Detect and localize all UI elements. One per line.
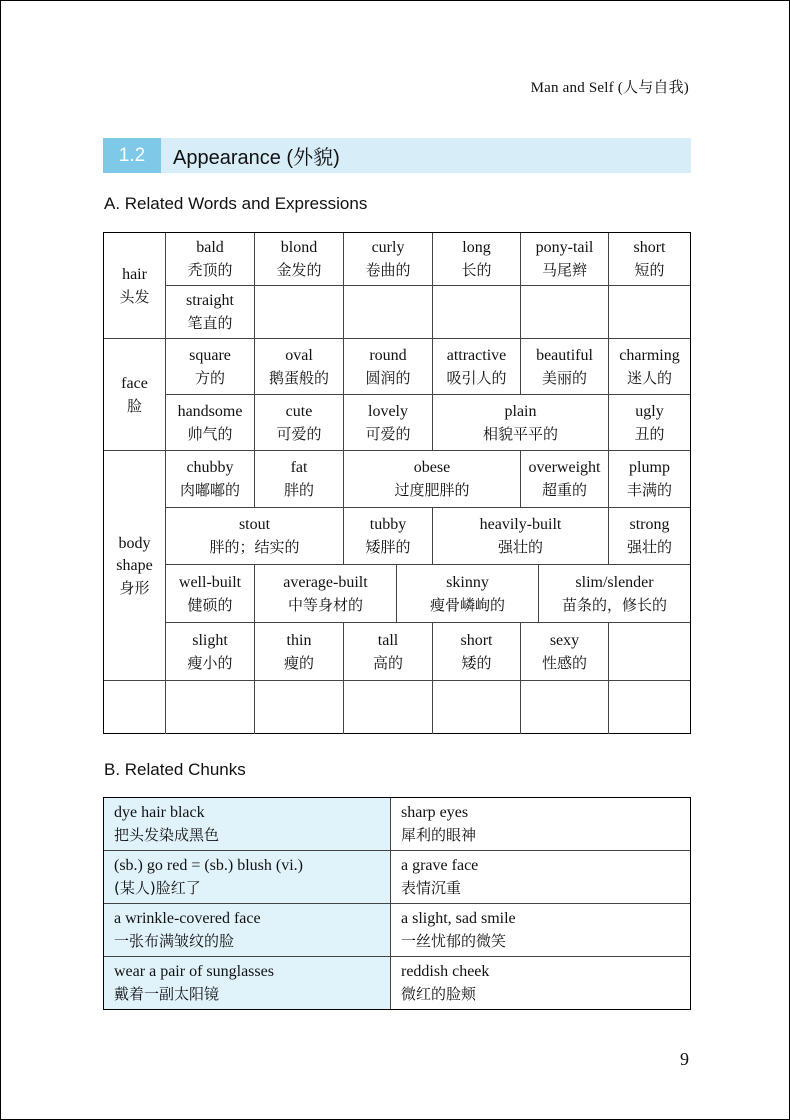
empty-cell — [344, 286, 433, 339]
chunk-cell — [104, 798, 391, 851]
section-number: 1.2 — [103, 138, 161, 173]
word-cell — [166, 286, 255, 339]
word-zh: 马尾辫 — [541, 261, 587, 279]
word-cell — [521, 339, 609, 395]
word-zh: 丑的 — [634, 424, 665, 443]
word-cell — [433, 339, 521, 395]
word-cell — [255, 395, 344, 451]
word-cell — [344, 508, 433, 565]
word-zh: 超重的 — [541, 481, 587, 499]
word-en: chubby — [186, 459, 234, 476]
word-cell — [521, 623, 609, 681]
word-zh: 长的 — [461, 261, 492, 279]
word-cell — [166, 395, 255, 451]
word-zh: 相貌平平的 — [482, 424, 558, 443]
word-en: round — [369, 346, 407, 364]
chunks-table — [103, 797, 691, 1010]
chunk-cell — [391, 851, 690, 904]
word-en: bald — [196, 239, 224, 256]
word-zh: 瘦小的 — [187, 653, 233, 672]
word-cell — [166, 339, 255, 395]
empty-cell — [521, 681, 609, 734]
empty-cell — [433, 681, 521, 734]
word-en: curly — [371, 239, 405, 256]
word-en: straight — [186, 292, 234, 309]
word-en: long — [462, 239, 491, 256]
chunk-zh: (某人)脸红了 — [114, 879, 201, 897]
word-zh: 吸引人的 — [446, 368, 507, 387]
word-en: short — [460, 631, 493, 649]
word-cell — [344, 233, 433, 286]
word-cell — [433, 508, 609, 565]
word-cell — [609, 233, 690, 286]
word-en: slight — [192, 631, 228, 649]
word-en: handsome — [177, 402, 243, 420]
word-cell — [521, 233, 609, 286]
word-en: square — [189, 346, 231, 364]
word-cell — [433, 623, 521, 681]
word-cell — [255, 451, 344, 508]
word-en: sexy — [549, 631, 580, 649]
word-en: beautiful — [536, 346, 593, 364]
word-en: heavily-built — [479, 516, 562, 533]
chunk-zh: 表情沉重 — [401, 879, 462, 897]
word-zh: 丰满的 — [626, 481, 672, 499]
word-zh: 金发的 — [276, 261, 322, 279]
chunk-cell — [391, 957, 690, 1009]
category-en: body shape — [116, 534, 153, 574]
word-en: slim/slender — [575, 573, 654, 591]
word-zh: 笔直的 — [187, 314, 233, 332]
word-en: stout — [238, 516, 271, 533]
empty-cell — [166, 681, 255, 734]
section-title: Appearance (外貌) — [173, 147, 340, 169]
category-en: face — [121, 374, 148, 392]
word-en: attractive — [446, 346, 507, 364]
chunk-zh: 一丝忧郁的微笑 — [401, 932, 507, 950]
word-cell — [255, 623, 344, 681]
word-zh: 强壮的 — [497, 538, 543, 556]
empty-cell — [255, 286, 344, 339]
empty-cell — [609, 286, 690, 339]
word-en: blond — [280, 239, 318, 256]
word-en: lovely — [368, 402, 408, 420]
word-en: plump — [629, 459, 670, 476]
word-cell — [344, 339, 433, 395]
word-en: cute — [285, 402, 313, 420]
chunk-en: a grave face — [401, 857, 479, 874]
word-en: average-built — [283, 573, 368, 591]
word-en: strong — [629, 516, 670, 533]
word-zh: 性感的 — [541, 653, 587, 672]
category-en: hair — [122, 265, 147, 283]
word-zh: 帅气的 — [187, 424, 233, 443]
word-en: overweight — [528, 459, 601, 476]
word-en: charming — [619, 346, 680, 364]
word-zh: 瘦骨嶙峋的 — [429, 595, 505, 614]
word-zh: 可爱的 — [365, 424, 411, 443]
word-en: fat — [290, 459, 308, 476]
word-en: pony-tail — [535, 239, 594, 256]
word-cell — [344, 451, 521, 508]
word-zh: 方的 — [194, 368, 225, 387]
word-zh: 胖的 — [283, 481, 314, 499]
chunk-zh: 一张布满皱纹的脸 — [114, 932, 235, 950]
word-cell — [255, 233, 344, 286]
word-en: short — [633, 239, 666, 256]
chunk-en: dye hair black — [114, 804, 205, 821]
empty-cell — [344, 681, 433, 734]
word-en: thin — [286, 631, 312, 649]
category-zh: 脸 — [126, 396, 142, 415]
word-en: skinny — [446, 573, 489, 591]
word-cell — [433, 233, 521, 286]
word-cell — [521, 451, 609, 508]
word-cell — [255, 565, 397, 623]
word-en: ugly — [635, 402, 664, 420]
page-number: 9 — [680, 1049, 689, 1069]
chunk-en: a slight, sad smile — [401, 910, 516, 927]
chunk-en: (sb.) go red = (sb.) blush (vi.) — [114, 857, 303, 874]
empty-cell — [104, 681, 166, 734]
chunk-en: wear a pair of sunglasses — [114, 963, 274, 980]
chunk-cell — [104, 851, 391, 904]
empty-cell — [609, 681, 690, 734]
chunk-cell — [104, 957, 391, 1009]
word-zh: 鹅蛋般的 — [268, 368, 329, 387]
chunk-cell — [391, 798, 690, 851]
word-cell — [609, 451, 690, 508]
word-zh: 短的 — [634, 261, 665, 279]
empty-cell — [433, 286, 521, 339]
word-cell — [344, 395, 433, 451]
chunk-en: sharp eyes — [401, 804, 469, 821]
word-en: tubby — [369, 516, 407, 533]
word-cell — [397, 565, 539, 623]
word-zh: 可爱的 — [276, 424, 322, 443]
word-cell — [539, 565, 690, 623]
part-b-heading: B. Related Chunks — [104, 760, 246, 779]
word-en: oval — [285, 346, 313, 364]
word-zh: 瘦的 — [283, 653, 314, 672]
category-cell — [104, 451, 166, 681]
word-en: obese — [413, 459, 451, 476]
word-zh: 苗条的，修长的 — [561, 595, 667, 614]
chunk-zh: 把头发染成黑色 — [114, 826, 220, 844]
word-en: tall — [377, 631, 399, 649]
word-zh: 高的 — [372, 653, 403, 672]
word-en: well-built — [178, 573, 242, 591]
section-heading — [103, 138, 691, 173]
empty-cell — [609, 623, 690, 681]
word-zh: 矮的 — [461, 653, 492, 672]
word-cell — [166, 565, 255, 623]
word-cell — [166, 233, 255, 286]
chunk-zh: 戴着一副太阳镜 — [114, 985, 220, 1003]
chunk-zh: 犀利的眼神 — [401, 826, 477, 844]
word-cell — [609, 395, 690, 451]
running-header: Man and Self (人与自我) — [530, 80, 689, 96]
category-zh: 头发 — [119, 287, 150, 306]
word-zh: 秃顶的 — [187, 261, 233, 279]
word-zh: 肉嘟嘟的 — [179, 481, 240, 499]
word-zh: 中等身材的 — [287, 595, 363, 614]
word-zh: 胖的；结实的 — [209, 538, 300, 556]
words-table — [103, 232, 691, 734]
word-cell — [433, 395, 609, 451]
word-en: plain — [504, 402, 537, 420]
chunk-cell — [104, 904, 391, 957]
word-zh: 圆润的 — [365, 368, 411, 387]
word-cell — [255, 339, 344, 395]
word-cell — [344, 623, 433, 681]
empty-cell — [255, 681, 344, 734]
chunk-cell — [391, 904, 690, 957]
word-zh: 过度肥胖的 — [394, 481, 470, 499]
word-cell — [166, 508, 344, 565]
category-cell — [104, 339, 166, 451]
empty-cell — [521, 286, 609, 339]
chunk-zh: 微红的脸颊 — [401, 985, 477, 1003]
chunk-en: a wrinkle-covered face — [114, 910, 261, 927]
word-cell — [609, 508, 690, 565]
word-cell — [166, 451, 255, 508]
word-cell — [609, 339, 690, 395]
category-zh: 身形 — [119, 578, 150, 597]
chunk-en: reddish cheek — [401, 963, 490, 980]
word-zh: 强壮的 — [626, 538, 672, 556]
word-zh: 迷人的 — [626, 368, 672, 387]
word-zh: 卷曲的 — [365, 261, 411, 279]
word-zh: 健硕的 — [187, 595, 233, 614]
word-cell — [166, 623, 255, 681]
part-a-heading: A. Related Words and Expressions — [104, 194, 368, 213]
word-zh: 美丽的 — [541, 368, 587, 387]
category-cell — [104, 233, 166, 339]
word-zh: 矮胖的 — [365, 538, 411, 556]
